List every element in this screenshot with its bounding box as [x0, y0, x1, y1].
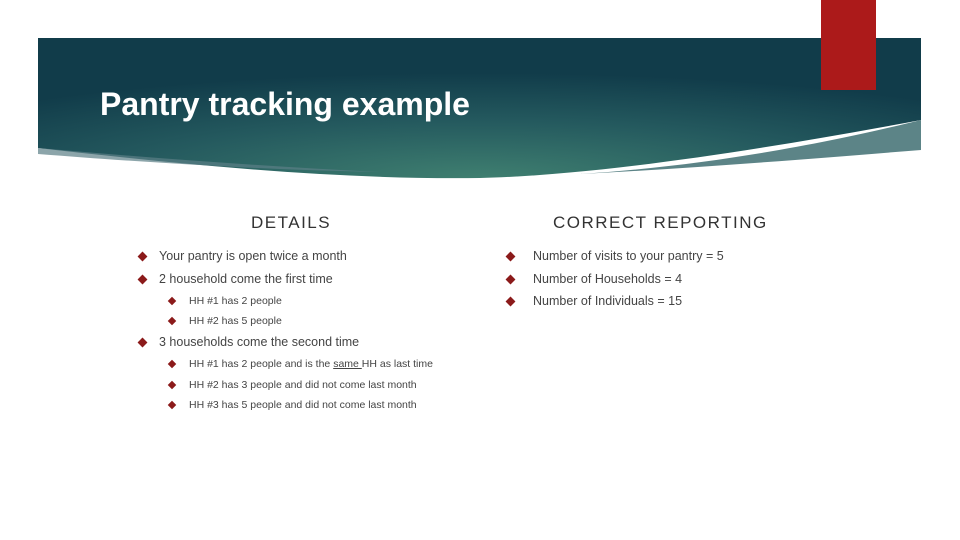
list-item	[507, 249, 724, 263]
diamond-bullet-icon	[168, 360, 176, 368]
diamond-bullet-icon	[138, 338, 148, 348]
list-item	[507, 272, 682, 286]
list-item-text: Number of visits to your pantry = 5	[533, 249, 724, 263]
list-item	[139, 272, 333, 286]
list-item-text: Your pantry is open twice a month	[159, 249, 347, 263]
sub-list-item	[169, 399, 417, 411]
diamond-bullet-icon	[168, 317, 176, 325]
list-item	[139, 335, 359, 349]
reporting-heading: CORRECT REPORTING	[553, 213, 768, 232]
sub-list-item	[169, 295, 282, 307]
diamond-bullet-icon	[506, 275, 516, 285]
sub-item-text: HH #3 has 5 people and did not come last month	[189, 399, 417, 411]
list-item	[139, 249, 347, 263]
slide-title: Pantry tracking example	[100, 86, 470, 122]
sub-item-text: HH #1 has 2 people	[189, 295, 282, 307]
diamond-bullet-icon	[168, 401, 176, 409]
list-item-text: 3 households come the second time	[159, 335, 360, 349]
list-item	[507, 294, 682, 308]
accent-tab	[821, 0, 876, 90]
sub-list-item	[169, 315, 282, 327]
diamond-bullet-icon	[506, 297, 516, 307]
diamond-bullet-icon	[138, 252, 148, 262]
list-item-text: Number of Households = 4	[533, 272, 683, 286]
details-heading: DETAILS	[251, 213, 332, 232]
sub-list-item	[169, 358, 433, 370]
list-item-text: 2 household come the first time	[159, 272, 333, 286]
diamond-bullet-icon	[138, 275, 148, 285]
sub-item-text: HH #1 has 2 people and is the same HH as last time	[189, 358, 433, 370]
sub-list-item	[169, 379, 417, 391]
sub-item-text: HH #2 has 3 people and did not come last month	[189, 379, 417, 391]
sub-item-text: HH #2 has 5 people	[189, 315, 282, 327]
diamond-bullet-icon	[168, 381, 176, 389]
underlined-word: same	[333, 358, 362, 370]
diamond-bullet-icon	[506, 252, 516, 262]
list-item-text: Number of Individuals = 15	[533, 294, 683, 308]
diamond-bullet-icon	[168, 297, 176, 305]
